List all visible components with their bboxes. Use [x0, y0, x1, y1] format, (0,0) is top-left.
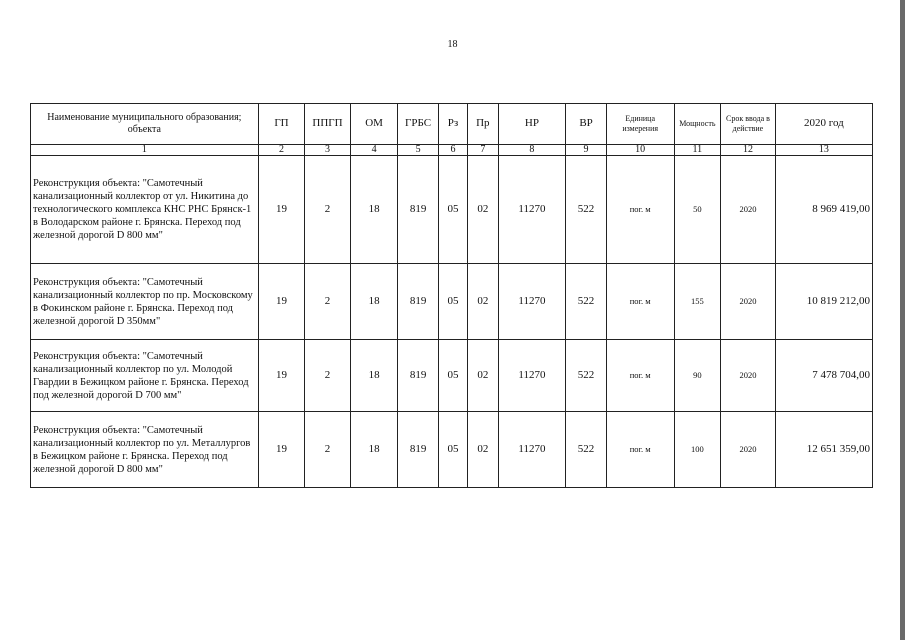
- pr-cell: 02: [468, 412, 498, 488]
- grbs-cell: 819: [398, 264, 438, 340]
- header-year-2020: 2020 год: [775, 104, 872, 145]
- power-cell: 100: [674, 412, 721, 488]
- grbs-cell: 819: [398, 412, 438, 488]
- column-number: 8: [498, 145, 566, 156]
- column-number-row: [31, 145, 873, 156]
- unit-cell: пог. м: [606, 156, 674, 264]
- power-cell: 90: [674, 340, 721, 412]
- header-vr: ВР: [566, 104, 606, 145]
- nr-cell: 11270: [498, 412, 566, 488]
- column-number: 2: [258, 145, 305, 156]
- header-power: Мощность: [674, 104, 721, 145]
- pr-cell: 02: [468, 156, 498, 264]
- commission-year-cell: 2020: [721, 412, 776, 488]
- commission-year-cell: 2020: [721, 264, 776, 340]
- column-number: 9: [566, 145, 606, 156]
- column-number: 6: [438, 145, 467, 156]
- ppgp-cell: 2: [305, 264, 351, 340]
- column-number: 1: [31, 145, 259, 156]
- column-number: 3: [305, 145, 351, 156]
- ppgp-cell: 2: [305, 156, 351, 264]
- commission-year-cell: 2020: [721, 340, 776, 412]
- nr-cell: 11270: [498, 264, 566, 340]
- table-row: [31, 264, 873, 340]
- power-cell: 50: [674, 156, 721, 264]
- header-ppgp: ППГП: [305, 104, 351, 145]
- nr-cell: 11270: [498, 340, 566, 412]
- commission-year-cell: 2020: [721, 156, 776, 264]
- header-rz: Рз: [438, 104, 467, 145]
- header-unit: Единица измерения: [606, 104, 674, 145]
- pr-cell: 02: [468, 264, 498, 340]
- vr-cell: 522: [566, 264, 606, 340]
- amount-2020-cell: 7 478 704,00: [775, 340, 872, 412]
- pr-cell: 02: [468, 340, 498, 412]
- table-row: [31, 340, 873, 412]
- column-number: 5: [398, 145, 438, 156]
- column-number: 13: [775, 145, 872, 156]
- om-cell: 18: [350, 340, 398, 412]
- object-name: Реконструкция объекта: "Самотечный канализационный коллектор по ул. Металлургов в Бежицком районе г. Брянска. Переход под железной дорогой D 800 мм": [31, 412, 259, 488]
- object-name: Реконструкция объекта: "Самотечный канализационный коллектор от ул. Никитина до технологического комплекса КНС РНС Брянск-1 в Володарском районе г. Брянска. Переход под железной дорогой D 800 мм": [31, 156, 259, 264]
- header-pr: Пр: [468, 104, 498, 145]
- header-name: Наименование муниципального образования; объекта: [31, 104, 259, 145]
- nr-cell: 11270: [498, 156, 566, 264]
- power-cell: 155: [674, 264, 721, 340]
- header-om: ОМ: [350, 104, 398, 145]
- om-cell: 18: [350, 264, 398, 340]
- rz-cell: 05: [438, 340, 467, 412]
- grbs-cell: 819: [398, 340, 438, 412]
- column-number: 10: [606, 145, 674, 156]
- column-number: 12: [721, 145, 776, 156]
- gp-cell: 19: [258, 412, 305, 488]
- object-name: Реконструкция объекта: "Самотечный канализационный коллектор по пр. Московскому в Фокинском районе г. Брянска. Переход под железной дорогой D 350мм": [31, 264, 259, 340]
- budget-table: [30, 103, 873, 488]
- unit-cell: пог. м: [606, 264, 674, 340]
- rz-cell: 05: [438, 156, 467, 264]
- object-name: Реконструкция объекта: "Самотечный канализационный коллектор по ул. Молодой Гвардии в Бежицком районе г. Брянска. Переход под железной дорогой D 700 мм": [31, 340, 259, 412]
- rz-cell: 05: [438, 264, 467, 340]
- column-number: 4: [350, 145, 398, 156]
- scan-edge: [900, 0, 905, 640]
- table-header-row: [31, 104, 873, 145]
- vr-cell: 522: [566, 340, 606, 412]
- vr-cell: 522: [566, 156, 606, 264]
- header-nr: НР: [498, 104, 566, 145]
- column-number: 11: [674, 145, 721, 156]
- unit-cell: пог. м: [606, 412, 674, 488]
- column-number: 7: [468, 145, 498, 156]
- amount-2020-cell: 12 651 359,00: [775, 412, 872, 488]
- table-row: [31, 156, 873, 264]
- gp-cell: 19: [258, 340, 305, 412]
- rz-cell: 05: [438, 412, 467, 488]
- ppgp-cell: 2: [305, 412, 351, 488]
- header-commission-date: Срок ввода в действие: [721, 104, 776, 145]
- unit-cell: пог. м: [606, 340, 674, 412]
- om-cell: 18: [350, 412, 398, 488]
- page-number: 18: [447, 39, 458, 50]
- gp-cell: 19: [258, 156, 305, 264]
- ppgp-cell: 2: [305, 340, 351, 412]
- amount-2020-cell: 8 969 419,00: [775, 156, 872, 264]
- amount-2020-cell: 10 819 212,00: [775, 264, 872, 340]
- gp-cell: 19: [258, 264, 305, 340]
- header-gp: ГП: [258, 104, 305, 145]
- grbs-cell: 819: [398, 156, 438, 264]
- om-cell: 18: [350, 156, 398, 264]
- table-row: [31, 412, 873, 488]
- header-grbs: ГРБС: [398, 104, 438, 145]
- vr-cell: 522: [566, 412, 606, 488]
